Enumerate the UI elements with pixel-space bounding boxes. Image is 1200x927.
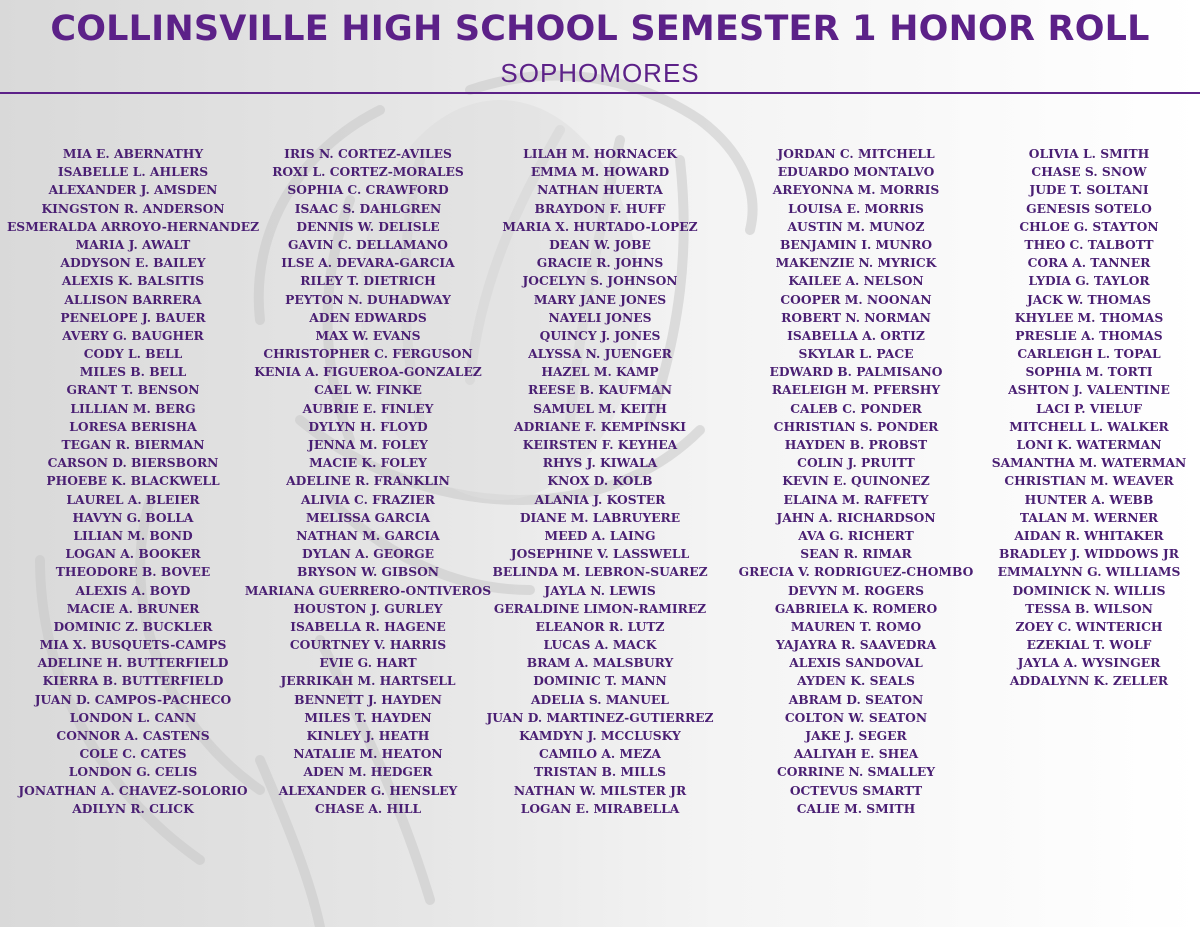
student-name: SAMANTHA M. WATERMAN	[991, 455, 1187, 471]
student-name: MACIE K. FOLEY	[309, 455, 427, 471]
student-name: KAMDYN J. MCCLUSKY	[519, 728, 681, 743]
header-divider	[0, 92, 1200, 94]
student-name: COLIN J. PRUITT	[797, 455, 915, 471]
student-name: HAYDEN B. PROBST	[784, 437, 928, 452]
student-name: ALEXIS K. BALSITIS	[61, 273, 205, 289]
student-name: ISABELLA R. HAGENE	[290, 618, 446, 634]
student-name: IRIS N. CORTEZ-AVILES	[284, 146, 452, 161]
student-name: COOPER M. NOONAN	[780, 291, 932, 307]
student-name: MIA X. BUSQUETS-CAMPS	[39, 637, 227, 653]
student-name: MARIANA GUERRERO-ONTIVEROS	[244, 582, 492, 598]
honor-roll-columns	[0, 145, 1200, 835]
student-name: CONNOR A. CASTENS	[56, 728, 210, 743]
student-name: TESSA B. WILSON	[1025, 600, 1153, 616]
student-name: PENELOPE J. BAUER	[60, 309, 206, 325]
student-name: ADELIA S. MANUEL	[531, 691, 669, 707]
student-name: KIERRA B. BUTTERFIELD	[42, 673, 224, 689]
student-name: ALYSSA N. JUENGER	[528, 346, 672, 362]
student-name: LILLIAN M. BERG	[70, 400, 196, 416]
student-name: NATHAN W. MILSTER JR	[513, 782, 687, 798]
name-column-3	[478, 145, 722, 818]
student-name: LAUREL A. BLEIER	[66, 491, 200, 507]
student-name: LOGAN E. MIRABELLA	[520, 800, 680, 816]
student-name: JERRIKAH M. HARTSELL	[280, 673, 456, 689]
student-name: ALEXIS A. BOYD	[75, 582, 191, 598]
student-name: PHOEBE K. BLACKWELL	[46, 473, 220, 489]
student-name: LONDON G. CELIS	[68, 764, 198, 780]
student-name: ADEN M. HEDGER	[303, 764, 433, 780]
student-name: SOPHIA M. TORTI	[1025, 364, 1153, 380]
student-name: BRAYDON F. HUFF	[534, 200, 666, 216]
student-name: EMMALYNN G. WILLIAMS	[997, 564, 1181, 580]
student-name: BENNETT J. HAYDEN	[294, 691, 442, 707]
student-name: MILES T. HAYDEN	[304, 709, 432, 725]
student-name: NAYELI JONES	[548, 309, 652, 325]
student-name: MAX W. EVANS	[315, 327, 421, 343]
student-name: AVA G. RICHERT	[798, 527, 914, 543]
student-name: PRESLIE A. THOMAS	[1015, 327, 1163, 343]
student-name: RAELEIGH M. PFERSHY	[771, 382, 941, 398]
student-name: JAYLA A. WYSINGER	[1017, 655, 1161, 671]
student-name: HOUSTON J. GURLEY	[293, 600, 443, 616]
student-name: TALAN M. WERNER	[1019, 509, 1159, 525]
student-name: RILEY T. DIETRICH	[300, 273, 436, 289]
name-column-4	[728, 145, 984, 818]
student-name: RHYS J. KIWALA	[542, 455, 658, 471]
student-name: ESMERALDA ARROYO-HERNANDEZ	[6, 218, 260, 234]
student-name: SKYLAR L. PACE	[798, 346, 914, 362]
student-name: GABRIELA K. ROMERO	[774, 600, 938, 616]
name-column-1	[0, 145, 266, 818]
student-name: ISABELLA A. ORTIZ	[787, 327, 925, 343]
student-name: BENJAMIN I. MUNRO	[779, 236, 933, 252]
student-name: ISABELLE L. AHLERS	[57, 164, 209, 180]
student-name: JORDAN C. MITCHELL	[777, 146, 935, 161]
student-name: PEYTON N. DUHADWAY	[285, 291, 451, 307]
student-name: MARIA J. AWALT	[75, 236, 191, 252]
student-name: AIDAN R. WHITAKER	[1014, 527, 1164, 543]
student-name: JONATHAN A. CHAVEZ-SOLORIO	[18, 782, 248, 798]
student-name: MIA E. ABERNATHY	[62, 146, 204, 161]
student-name: BRADLEY J. WIDDOWS JR	[999, 546, 1179, 562]
student-name: MACIE A. BRUNER	[66, 600, 200, 616]
student-name: ELEANOR R. LUTZ	[535, 618, 665, 634]
student-name: TRISTAN B. MILLS	[533, 764, 667, 780]
student-name: JUAN D. MARTINEZ-GUTIERREZ	[486, 709, 714, 725]
student-name: GERALDINE LIMON-RAMIREZ	[493, 600, 707, 616]
page-title: COLLINSVILLE HIGH SCHOOL SEMESTER 1 HONOR ROLL	[50, 9, 1150, 49]
student-name: COURTNEY V. HARRIS	[289, 637, 447, 653]
student-name: CARLEIGH L. TOPAL	[1017, 346, 1161, 362]
student-name: LONI K. WATERMAN	[1016, 437, 1162, 452]
student-name: ASHTON J. VALENTINE	[1008, 382, 1170, 398]
student-name: CAMILO A. MEZA	[539, 746, 661, 762]
student-name: EVIE G. HART	[319, 655, 417, 671]
student-name: KENIA A. FIGUEROA-GONZALEZ	[254, 364, 482, 380]
student-name: ROXI L. CORTEZ-MORALES	[272, 164, 464, 180]
student-name: KINGSTON R. ANDERSON	[41, 200, 225, 216]
student-name: OCTEVUS SMARTT	[789, 782, 923, 798]
student-name: COLTON W. SEATON	[784, 709, 928, 725]
student-name: JAHN A. RICHARDSON	[776, 509, 936, 525]
student-name: LILAH M. HORNACEK	[523, 146, 677, 161]
student-name: THEODORE B. BOVEE	[55, 564, 211, 580]
student-name: AYDEN K. SEALS	[797, 673, 915, 689]
student-name: REESE B. KAUFMAN	[527, 382, 673, 398]
student-name: AREYONNA M. MORRIS	[772, 182, 940, 198]
student-name: ILSE A. DEVARA-GARCIA	[281, 255, 455, 271]
name-column-2	[238, 145, 498, 818]
student-name: CHRISTIAN S. PONDER	[773, 418, 939, 434]
student-name: MAUREN T. ROMO	[790, 618, 922, 634]
student-name: CHLOE G. STAYTON	[1019, 218, 1159, 234]
student-name: DOMINIC T. MANN	[533, 673, 667, 689]
student-name: SAMUEL M. KEITH	[533, 400, 667, 416]
student-name: CHRISTOPHER C. FERGUSON	[263, 346, 473, 362]
student-name: ADELINE H. BUTTERFIELD	[37, 655, 229, 671]
student-name: ELAINA M. RAFFETY	[783, 491, 929, 507]
student-name: GENESIS SOTELO	[1026, 200, 1152, 216]
student-name: EDWARD B. PALMISANO	[769, 364, 943, 380]
student-name: DIANE M. LABRUYERE	[519, 509, 681, 525]
student-name: ALLISON BARRERA	[64, 291, 202, 307]
student-name: CORA A. TANNER	[1027, 255, 1151, 271]
student-name: SEAN R. RIMAR	[800, 546, 912, 562]
student-name: KINLEY J. HEATH	[306, 728, 430, 743]
student-name: CHASE S. SNOW	[1031, 164, 1147, 180]
student-name: LOUISA E. MORRIS	[788, 200, 924, 216]
student-name: ADILYN R. CLICK	[72, 800, 194, 816]
student-name: CALEB C. PONDER	[790, 400, 922, 416]
student-name: ROBERT N. NORMAN	[781, 309, 931, 325]
student-name: ALIVIA C. FRAZIER	[301, 491, 435, 507]
student-name: JUAN D. CAMPOS-PACHECO	[34, 691, 232, 707]
student-name: LYDIA G. TAYLOR	[1028, 273, 1150, 289]
student-name: NATALIE M. HEATON	[293, 746, 443, 762]
name-column-5	[986, 145, 1192, 691]
student-name: BRAM A. MALSBURY	[526, 655, 674, 671]
student-name: MAKENZIE N. MYRICK	[775, 255, 937, 271]
student-name: EZEKIAL T. WOLF	[1026, 637, 1152, 653]
student-name: AALIYAH E. SHEA	[793, 746, 919, 762]
student-name: MARIA X. HURTADO-LOPEZ	[502, 218, 698, 234]
student-name: GRECIA V. RODRIGUEZ-CHOMBO	[738, 564, 974, 580]
student-name: ADELINE R. FRANKLIN	[286, 473, 450, 489]
student-name: DYLYN H. FLOYD	[308, 418, 428, 434]
student-name: ISAAC S. DAHLGREN	[294, 200, 442, 216]
student-name: JOSEPHINE V. LASSWELL	[510, 546, 690, 562]
student-name: KEVIN E. QUINONEZ	[782, 473, 930, 489]
page-header	[0, 0, 1200, 96]
student-name: LORESA BERISHA	[69, 418, 197, 434]
student-name: QUINCY J. JONES	[539, 327, 661, 343]
student-name: CALIE M. SMITH	[796, 800, 916, 816]
student-name: EDUARDO MONTALVO	[777, 164, 935, 180]
student-name: JUDE T. SOLTANI	[1029, 182, 1149, 198]
student-name: CAEL W. FINKE	[314, 382, 422, 398]
student-name: MEED A. LAING	[544, 527, 656, 543]
student-name: DOMINICK N. WILLIS	[1012, 582, 1166, 598]
student-name: LACI P. VIELUF	[1036, 400, 1142, 416]
student-name: CODY L. BELL	[83, 346, 183, 362]
student-name: YAJAYRA R. SAAVEDRA	[775, 637, 937, 653]
student-name: ABRAM D. SEATON	[788, 691, 924, 707]
student-name: KEIRSTEN F. KEYHEA	[522, 437, 678, 452]
student-name: ALEXIS SANDOVAL	[789, 655, 923, 671]
student-name: THEO C. TALBOTT	[1024, 236, 1154, 252]
student-name: ADRIANE F. KEMPINSKI	[514, 418, 686, 434]
student-name: LUCAS A. MACK	[543, 637, 657, 653]
student-name: LOGAN A. BOOKER	[65, 546, 201, 562]
student-name: COLE C. CATES	[79, 746, 187, 762]
student-name: CHASE A. HILL	[314, 800, 422, 816]
student-name: GRACIE R. JOHNS	[536, 255, 664, 271]
page-subtitle: SOPHOMORES	[500, 58, 700, 88]
student-name: AUBRIE E. FINLEY	[302, 400, 434, 416]
student-name: ALEXANDER J. AMSDEN	[48, 182, 218, 198]
student-name: JACK W. THOMAS	[1026, 291, 1152, 307]
student-name: ALANIA J. KOSTER	[534, 491, 666, 507]
student-name: KAILEE A. NELSON	[788, 273, 924, 289]
student-name: AUSTIN M. MUNOZ	[787, 218, 925, 234]
student-name: ADEN EDWARDS	[309, 309, 427, 325]
student-name: LILIAN M. BOND	[73, 527, 193, 543]
student-name: CORRINE N. SMALLEY	[776, 764, 936, 780]
student-name: BRYSON W. GIBSON	[296, 564, 440, 580]
student-name: KHYLEE M. THOMAS	[1014, 309, 1164, 325]
student-name: JENNA M. FOLEY	[308, 437, 428, 452]
student-name: CHRISTIAN M. WEAVER	[1004, 473, 1174, 489]
student-name: OLIVIA L. SMITH	[1028, 146, 1150, 161]
student-name: GRANT T. BENSON	[66, 382, 200, 398]
student-name: MELISSA GARCIA	[305, 509, 431, 525]
student-name: JOCELYN S. JOHNSON	[522, 273, 678, 289]
student-name: NATHAN M. GARCIA	[296, 527, 440, 543]
student-name: TEGAN R. BIERMAN	[61, 437, 205, 452]
student-name: GAVIN C. DELLAMANO	[287, 236, 449, 252]
student-name: HUNTER A. WEBB	[1024, 491, 1154, 507]
student-name: DEAN W. JOBE	[549, 236, 651, 252]
student-name: ADDALYNN K. ZELLER	[1009, 673, 1169, 689]
student-name: DOMINIC Z. BUCKLER	[53, 618, 213, 634]
student-name: HAVYN G. BOLLA	[72, 509, 194, 525]
student-name: MITCHELL L. WALKER	[1009, 418, 1169, 434]
student-name: MARY JANE JONES	[533, 291, 667, 307]
student-name: DENNIS W. DELISLE	[296, 218, 440, 234]
student-name: LONDON L. CANN	[69, 709, 197, 725]
student-name: DEVYN M. ROGERS	[788, 582, 924, 598]
student-name: ALEXANDER G. HENSLEY	[278, 782, 458, 798]
student-name: JAKE J. SEGER	[805, 728, 907, 743]
student-name: EMMA M. HOWARD	[530, 164, 670, 180]
student-name: MILES B. BELL	[79, 364, 187, 380]
student-name: DYLAN A. GEORGE	[302, 546, 434, 562]
student-name: HAZEL M. KAMP	[541, 364, 659, 380]
student-name: AVERY G. BAUGHER	[62, 327, 204, 343]
student-name: ZOEY C. WINTERICH	[1015, 618, 1163, 634]
student-name: JAYLA N. LEWIS	[544, 582, 656, 598]
student-name: BELINDA M. LEBRON-SUAREZ	[492, 564, 708, 580]
student-name: NATHAN HUERTA	[537, 182, 663, 198]
student-name: ADDYSON E. BAILEY	[60, 255, 206, 271]
student-name: KNOX D. KOLB	[547, 473, 653, 489]
student-name: CARSON D. BIERSBORN	[47, 455, 219, 471]
student-name: SOPHIA C. CRAWFORD	[287, 182, 449, 198]
